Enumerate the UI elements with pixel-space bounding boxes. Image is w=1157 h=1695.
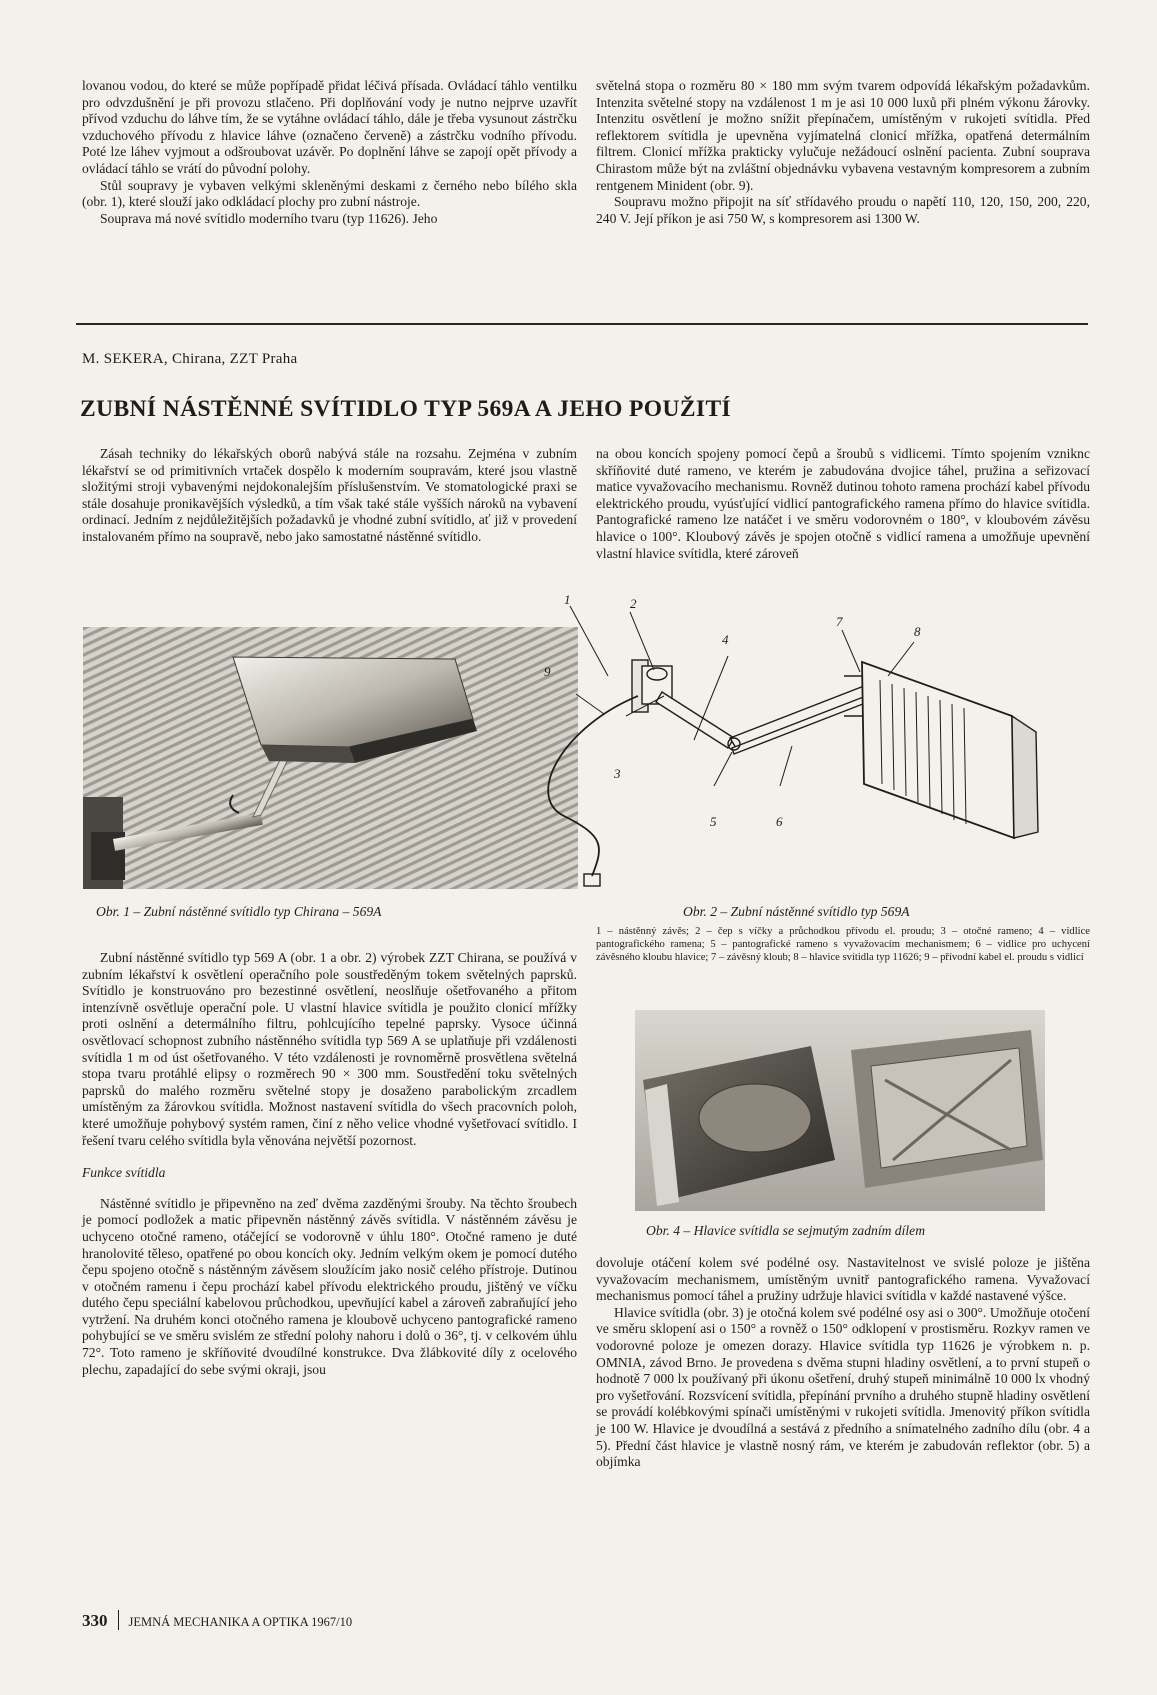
swivel-arm xyxy=(656,692,734,748)
section-divider xyxy=(76,323,1088,325)
figure-2-diagram xyxy=(544,592,1090,898)
diagram-label-1: 1 xyxy=(564,592,571,607)
lamp-handle xyxy=(1012,716,1038,838)
figure-4-caption: Obr. 4 – Hlavice svítidla se sejmutým zadním dílem xyxy=(646,1223,926,1238)
paragraph: Stůl soupravy je vybaven velkými skleněnými deskami z černého nebo bílého skla (obr. 1), které slouží jako odkládací plochy pro zubní nástroje. xyxy=(82,177,577,210)
paragraph: Souprava má nové svítidlo moderního tvaru (typ 11626). Jeho xyxy=(100,210,438,226)
page-footer xyxy=(82,1610,352,1631)
pantograph-arm xyxy=(730,686,870,748)
article-title: ZUBNÍ NÁSTĚNNÉ SVÍTIDLO TYP 569A A JEHO POUŽITÍ xyxy=(80,396,732,422)
power-cable xyxy=(548,696,638,876)
paragraph: Hlavice svítidla (obr. 3) je otočná kolem své podélné osy asi o 300°. Umožňuje otočení ve směru sklopení asi o 150° a rovněž o 150° odklopení v prostisměru. Rozkyv ramen ve vodorovné poloze je omezen dorazy. Hlavice svítidla typ 11626 je výrobkem n. p. OMNIA, závod Brno. Je provedena s dvěma stupni hladiny osvětlení, a to první stupeň o hodnotě 7 000 lx používaný při úkonu ošetření, druhý stupeň minimálně 10 000 lx vhodný pro vyšetřování. Rozsvícení svítidla, přepínání prvního a druhého stupně hladiny osvětlení se provádí kolébkovými spínači umístěnými v rukojeti svítidla. Jmenovitý příkon svítidla je 100 W. Hlavice je dvoudílná a sestává z předního a snímatelného zadního dílu (obr. 4 a 5). Přední část hlavice je vlastně nosný rám, ve kterém je zabudován reflektor (obr. 5) a objímka xyxy=(596,1304,1090,1470)
paragraph: na obou koncích spojeny pomocí čepů a šroubů s vidlicemi. Tímto spojením vzniknc skříňovité duté rameno, ve kterém je zabudována dvojice táhel, pružina a seřizovací matice vyvažovacího mechanismu. Rovněž dutinou tohoto ramena prochází kabel přívodu elektrického proudu, vyúsťující vidlicí pantografického ramena přímo do hlavice svítidla. Pantografické rameno lze natáčet i ve směru vodorovném o 180°, v kloubovém závěsu hlavice o 100°. Kloubový závěs je spojen otočně s vidlicí ramena a umožňuje upevnění vlastní hlavice svítidla, které zároveň xyxy=(596,446,1090,561)
diagram-label-9: 9 xyxy=(544,664,551,679)
footer-divider xyxy=(118,1610,119,1630)
top-right-column xyxy=(596,78,1090,227)
paragraph: Zásah techniky do lékařských oborů nabývá stále na rozsahu. Zejména v zubním lékařství se od primitivních vrtaček dospělo k moderním soupravám, které jsou vlastně složitými stroji vybavenými nejdokonalejším příslušenstvím. Ve stomatologické praxi se stále dosahuje pronikavějších výsledků, a tím však také stále vyšších nároků na vybavení ordinací. Jedním z nejdůležitějších požadavků je vhodné zubní svítidlo, ať již v provedení instalovaném přímo na soupravě, nebo jako samostatné nástěnné svítidlo. xyxy=(82,446,577,544)
figure-1-photo xyxy=(83,627,578,889)
journal-name: JEMNÁ MECHANIKA A OPTIKA 1967/10 xyxy=(128,1615,353,1629)
figure-1-caption: Obr. 1 – Zubní nástěnné svítidlo typ Chirana – 569A xyxy=(96,904,382,919)
article-author: M. SEKERA, Chirana, ZZT Praha xyxy=(82,351,298,367)
lower-right-column xyxy=(596,1255,1090,1471)
paragraph: dovoluje otáčení kolem své podélné osy. Nastavitelnost ve svislé poloze je jištěna vyvažovacím mechanismem, umístěným uvnitř pantografického ramena. Vyvažovací mechanismus pomocí táhel a pružiny udržuje hlavici svítidla v každé nastavené výšce. xyxy=(596,1255,1090,1304)
diagram-label-5: 5 xyxy=(710,814,717,829)
figure-2-caption: Obr. 2 – Zubní nástěnné svítidlo typ 569A xyxy=(683,904,910,919)
lower-left-column xyxy=(82,950,577,1378)
paragraph: Nástěnné svítidlo je připevněno na zeď dvěma zazděnými šrouby. Na těchto šroubech je pomocí podložek a matic připevněn nástěnný závěs svítidla. V nástěnném závěsu je uchyceno otočné rameno, otáčející se vodorovně v úhlu 180°. Otočné rameno je duté hranolovité těleso, opatřené po obou koncích oky. Jedním velkým okem je pomocí dutého čepu spojeno otočně s nástěnným závěsem sloužícím jako nosič celého přístroje. Dutinou v otočném ramenu i čepu prochází kabel přívodu elektrického proudu, jištěný ve víčku dutého čepu speciální kabelovou průchodkou, upevňující kabel a zároveň zabraňující jeho vytržení. Na druhém konci otočného ramena je kloubově uchyceno pantografické rameno pohybující se ve směru svislém ze střední polohy nahoru i dolů o 36°, tj. v celkovém úhlu 72°. Toto rameno je skříňovité dvoudílné konstrukce. Dva žlábkovité díly z ocelového plechu, zapadající do sebe svými okraji, jsou xyxy=(82,1195,577,1377)
paragraph: lovanou vodou, do které se může popřípadě přidat léčivá přísada. Ovládací táhlo ventilku pro odvzdušnění je při provozu stlačeno. Při doplňování vody je nutno nejprve uzavřít přívod vzduchu do láhve tím, že se vytáhne ovládací táhlo, dále je třeba vysunout zástrčku vzduchového přívodu z hlavice láhve (označeno červeně) a zástrčku vodního přívodu. Poté lze láhev vyjmout a odšroubovat uzávěr. Po doplnění láhve se zapojí opět přívody a ovládací táhlo se vrátí do původní polohy. xyxy=(82,78,577,176)
diagram-label-7: 7 xyxy=(836,614,843,629)
page-number: 330 xyxy=(82,1611,108,1630)
intro-right-column xyxy=(596,446,1090,562)
intro-left-column xyxy=(82,446,577,546)
diagram-label-6: 6 xyxy=(776,814,783,829)
diagram-label-3: 3 xyxy=(614,766,621,781)
lamp-head xyxy=(862,662,1014,838)
paragraph: světelná stopa o rozměru 80 × 180 mm svým tvarem odpovídá lékařským požadavkům. Intenzita světelné stopy na vzdálenost 1 m je asi 10 000 luxů při plném výkonu žárovky. Intenzitu osvětlení je možno snížit přepínačem, umístěným v rukojeti svítidla. Před reflektorem svítidla je upevněna vyjímatelná clonicí mřížka, opatřená determálním filtrem. Clonicí mřížka prakticky vylučuje nežádoucí oslnění pacienta. Zubní souprava Chirastom může být na zvláštní objednávku vybavena vestavným kompresorem a zubním rentgenem Minident (obr. 9). xyxy=(596,78,1090,193)
paragraph: Soupravu možno připojit na síť střídavého proudu o napětí 110, 120, 150, 200, 220, 240 V. Její příkon je asi 750 W, s kompresorem asi 1300 W. xyxy=(596,194,1090,226)
diagram-label-8: 8 xyxy=(914,624,921,639)
figure-2-legend: 1 – nástěnný závěs; 2 – čep s víčky a průchodkou přívodu el. proudu; 3 – otočné rameno; 4 – vidlice pantografického ramena; 5 – pantografické rameno s vyvažovacím mechanismem; 6 – vidlice pro uchycení závěsného kloubu hlavice; 7 – závěsný kloub; 8 – hlavice svítidla typ 11626; 9 – přívodní kabel el. proudu s vidlicí xyxy=(596,926,1090,963)
paragraph: Zubní nástěnné svítidlo typ 569 A (obr. 1 a obr. 2) výrobek ZZT Chirana, se používá v zubním lékařství k osvětlení operačního pole soustředěným tokem světelných paprsků. Svítidlo je konstruováno pro bezestinné osvětlení, neoslňuje ošetřovaného a přitom intenzívně osvětluje operační pole. U vlastní hlavice svítidla je použito clonicí mřížky proti oslnění a determálního filtru, pohlcujícího tepelné paprsky. Vysoce účinná osvětlovací schopnost zubního nástěnného svítidla typ 569 A se uplatňuje při vzdálenosti svítidla 1 m od úst ošetřovaného. V této vzdálenosti je rovnoměrně prosvětlena světelná stopa tvaru protáhlé elipsy o rozměrech 90 × 300 mm. Soustředění toku světelných paprsků do malého rozměru světelné stopy je dosaženo parabolickým zrcadlem umístěným za žárovkou svítidla. Možnost nastavení svítidla do všech pracovních poloh, které umožňuje pohybový systém ramen, činí z něho velice vhodné vyšetřovací svítidlo. I řešení tvaru celého svítidla byla věnována největší pozornost. xyxy=(82,950,577,1148)
section-subheading: Funkce svítidla xyxy=(82,1165,166,1181)
top-left-column xyxy=(82,78,577,227)
diagram-label-2: 2 xyxy=(630,596,637,611)
diagram-label-4: 4 xyxy=(722,632,729,647)
figure-4-photo xyxy=(635,1010,1045,1211)
